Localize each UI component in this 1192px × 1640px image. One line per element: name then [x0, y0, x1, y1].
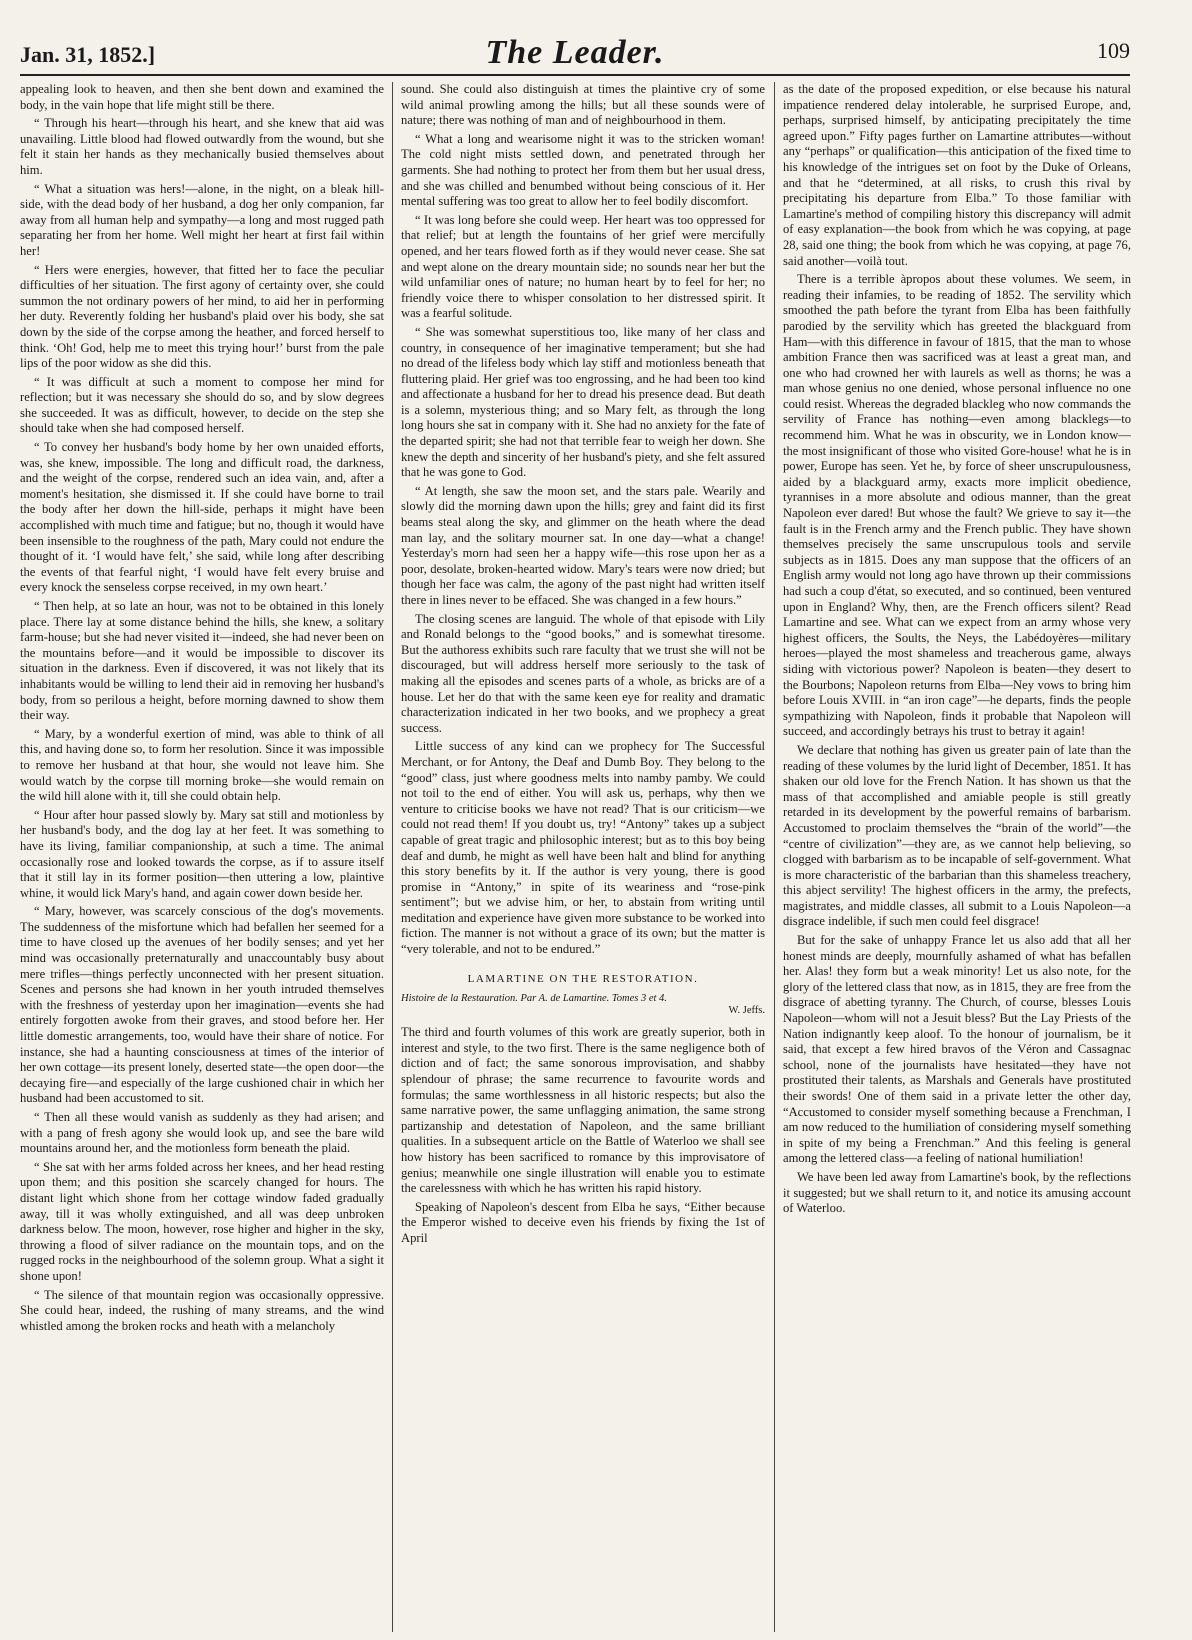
paragraph: “ What a long and wearisome night it was to the stricken woman! The cold night mists settled down, and penetrated through her garments. She had nothing to protect her from them but her usual dress, and she was chilled and benumbed without being conscious of it. Her mental suffering was too great to allow her to feel bodily discomfort.: [401, 131, 765, 209]
page-header: [20, 30, 1130, 76]
paragraph: sound. She could also distinguish at times the plaintive cry of some wild animal prowling among the hills; but all these sounds were of nature; there was nothing of man and of neighbourhood in them.: [401, 82, 765, 128]
paragraph: The closing scenes are languid. The whole of that episode with Lily and Ronald belongs to the “good books,” and is somewhat tiresome. But the authoress exhibits such rare faculty that we trust she will not be discouraged, but will address herself more seriously to the task of making all the episodes and scenes parts of a whole, as bricks are of a house. Let her do that with the same keen eye for reality and dramatic characterization indicated in her two books, and we prophecy a great success.: [401, 611, 765, 735]
column-2: [401, 82, 765, 1632]
book-citation: [401, 993, 765, 1017]
paragraph: “ What a situation was hers!—alone, in the night, on a bleak hill-side, with the dead body of her husband, a dog her only companion, far away from all human help and sympathy—a long and most rugged path separating her from her home. Well might her heart at first fail within her!: [20, 181, 384, 258]
citation-publisher: W. Jeffs.: [728, 1005, 765, 1017]
paragraph: There is a terrible àpropos about these volumes. We seem, in reading their infamies, to be reading of 1852. The servility which smoothed the path before the tyrant from Elba has been faithfully parodied by the servility which has greeted the blackguard from Ham—with this difference in favour of 1815, that the man to whose ambition France then was sacrificed was at least a great man, and one who had crowned her with laurels as well as thorns; he was a man whose genius no one denied, whose personal influence no one could resist. Whereas the degraded blackleg who now commands the servility of France has nothing—even among blacklegs—to recommend him. What he was in obscurity, we in London know—the most insignificant of those who visited Gore-house! what he is in power, Europe has seen. Yet he, by force of sheer unscrupulousness, aided by a blackguard army, exacts more implicit obedience, tyrannises in a more absolute and odious manner, than the great Napoleon ever dared! But whose the fault? We grieve to say it—the fault is in the French army and the French public. They have shown themselves precisely the same unscrupulous tools and servile subjects as in 1815. Does any man suppose that the officers of an English army would not long ago have thrown up their commissions had such a coup d'état, so executed, and so continued, been ventured upon in England? Why, then, are the French officers silent? Read Lamartine and see. What can we expect from an army whose very highest officers, the Soults, the Neys, the Labédoyères—military heroes—played the most shameless and treacherous game, always siding with victorious power? Napoleon is beaten—they desert to the Bourbons; Napoleon returns from Elba—Ney vows to bring him before Louis XVIII. in “an iron cage”—he departs, finds the people sympathizing with Napoleon, finds it probable that Napoleon will succeed, and accordingly betrays his trust to betray it again!: [783, 272, 1131, 739]
paragraph: appealing look to heaven, and then she bent down and examined the body, in the vain hope that life might still be there.: [20, 82, 384, 112]
paragraph: We declare that nothing has given us greater pain of late than the reading of these volumes by the lurid light of December, 1851. It has shaken our old love for the French Nation. It has shown us that the mass of that accomplished and amiable people is still greatly retarded in its development by the powerful remains of barbarism. Accustomed to proclaim themselves the “brain of the world”—the “centre of civilization”—they are, as we cannot help believing, so clogged with barbarism as to be incapable of self-government. What is more characteristic of the barbarian than this shameless treachery, this abject servility! The highest officers in the army, the prefects, magistrates, and middle classes, all submit to a Louis Napoleon—a disgrace indelible, if such men could feel disgrace!: [783, 742, 1131, 929]
paragraph: “ The silence of that mountain region was occasionally oppressive. She could hear, indeed, the rushing of many streams, and the wind whistled among the broken rocks and heath with a melancholy: [20, 1287, 384, 1333]
citation-title: Histoire de la Restauration. Par A. de Lamartine. Tomes 3 et 4.: [401, 993, 667, 1005]
paragraph: “ Mary, however, was scarcely conscious of the dog's movements. The suddenness of the misfortune which had befallen her seemed for a time to have closed up the avenues of her bodily senses; and yet her mind was occasionally preternaturally and unaccountably busy about mere trifles—things perfectly unconnected with her present situation. Scenes and persons she had known in her youth intruded themselves with the freshness of yesterday upon her imagination—events she had entirely forgotten awoke from their graves, and stood before her. Her little domestic arrangements, too, would have their share of notice. For instance, she had a haunting consciousness at times of the interior of her own cottage—its present lonely, deserted state—the open door—the decaying fire—and especially of the large cushioned chair in which her husband had been accustomed to sit.: [20, 904, 384, 1106]
paragraph: “ It was difficult at such a moment to compose her mind for reflection; but it was necessary she should do so, and by slow degrees she succeeded. It was as difficult, however, to decide on the step she should take when she had composed herself.: [20, 374, 384, 436]
paragraph: “ Hers were energies, however, that fitted her to face the peculiar difficulties of her situation. The first agony of certainty over, she could summon the not ordinary powers of her mind, to aid her in performing her duty. Reverently folding her husband's plaid over his body, she sat down by the side of the corpse among the heather, and forced herself to think. ‘Oh! God, help me to meet this trying hour!’ burst from the pale lips of the poor widow as she did this.: [20, 262, 384, 371]
paragraph: “ Mary, by a wonderful exertion of mind, was able to think of all this, and having done so, to form her resolution. Since it was impossible to remove her husband at that hour, she would not leave him. She would watch by the corpse till morning broke—she would remain on the wild hill alone with it, till she could obtain help.: [20, 726, 384, 804]
paragraph: The third and fourth volumes of this work are greatly superior, both in interest and style, to the two first. There is the same negligence both of diction and of fact; the same sonorous improvisation, and shabby splendour of phrase; the same recurrence to favourite words and formulas; the same worthlessness in all historic respects; but also the same narrative power, the same unflagging animation, the same strong partizanship and detestation of Napoleon, and the same brilliant qualities. In a subsequent article on the Battle of Waterloo we shall see how history has been sacrificed to romance by this improvisatore of genius; meanwhile one single illustration will enable you to estimate the carelessness with which he has written his rapid history.: [401, 1025, 765, 1196]
paragraph: But for the sake of unhappy France let us also add that all her honest minds are deeply, mournfully ashamed of what has befallen her. Alas! they form but a weak minority! Let us also note, for the glory of the lettered class that now, as in 1815, they are free from the disgrace of abetting tyranny. The Church, of course, blesses Louis Napoleon—whom will not a Jesuit bless? But the Lay Priests of the Nation indignantly keep aloof. To the honour of journalism, be it said, that except a few hired bravos of the Véron and Cassagnac school, none of the journalists have hesitated—they have not prostituted their talents, as Marshals and Generals have prostituted their swords! One of them said in a private letter the other day, “Accustomed to consider myself something because a Frenchman, I am now reduced to the humiliation of considering myself something in spite of my being a Frenchman.” And this feeling is general among the lettered class—a feeling of national humiliation!: [783, 933, 1131, 1166]
paragraph: “ Through his heart—through his heart, and she knew that aid was unavailing. Little blood had flowed outwardly from the wound, but she felt it stain her hands as they mechanically busied themselves about him.: [20, 116, 384, 177]
paragraph: “ Then help, at so late an hour, was not to be obtained in this lonely place. There lay at some distance behind the hills, she knew, a solitary farm-house; but she had never visited it—indeed, she had never been on the mountains before—and it would be impossible to discover its situation in the darkness. Even if discovered, it was not likely that its inhabitants would be willing to lend their aid in removing her husband's body, from so perilous a height, before morning dawned to show them their way.: [20, 599, 384, 723]
column-3: [783, 82, 1131, 1632]
paragraph: Speaking of Napoleon's descent from Elba he says, “Either because the Emperor wished to deceive even his friends by fixing the 1st of April: [401, 1199, 765, 1245]
paragraph: “ It was long before she could weep. Her heart was too oppressed for that relief; but at length the fountains of her grief were mercifully opened, and her tears flowed forth as if they would never cease. She sat and wept alone on the dreary mountain side; no sounds near her but the wild unfamiliar ones of nature; no human heart by to feel for her; no friendly voice there to whisper consolation to her distressed spirit. It was a fearful solitude.: [401, 212, 765, 321]
paragraph: Little success of any kind can we prophecy for The Successful Merchant, or for Antony, the Deaf and Dumb Boy. They belong to the “good” class, just where goodness melts into namby pamby. We could not toil to the end of either. You will ask us, perhaps, why then we venture to criticise books we have not read? That is our criticism—we could not read them! If you doubt us, try! “Antony” takes up a subject capable of great tragic and philosophic interest; but as to this boy being deaf and dumb, he might as well have been halt and blind for anything this story benefits by it. If the author is very young, there is good promise in “Antony,” in spite of its weariness and “rose-pink sentiment”; but we advise him, or her, to abstain from writing until meditation and experience have given more substance to be worked into fiction. The manner is not without a grace of its own; but the matter is “very tolerable, and not to be endured.”: [401, 739, 765, 957]
paragraph: as the date of the proposed expedition, or else because his natural impatience rendered delay intolerable, he surprised Europe, and, perhaps, surprised himself, by anticipating precipitately the time agreed upon.” Fifty pages further on Lamartine attributes—without any “perhaps” or qualification—this anticipation of the fixed time to his knowledge of the intrigues set on foot by the Duke of Orleans, and that he “determined, at all risks, to crush this rival by precipitating his departure from Elba.” To those familiar with Lamartine's method of compiling history this discrepancy will admit of easy explanation—the book from which he was copying, at page 28, said one thing; the book from which he was copying, at page 76, said another—voilà tout.: [783, 82, 1131, 268]
paragraph: “ Then all these would vanish as suddenly as they had arisen; and with a pang of fresh agony she would look up, and see the bare wild mountains around her, and the motionless form beneath the plaid.: [20, 1110, 384, 1156]
issue-date: Jan. 31, 1852.]: [20, 42, 156, 67]
column-divider: [392, 82, 393, 1632]
masthead-title: The Leader.: [485, 34, 665, 71]
paragraph: We have been led away from Lamartine's book, by the reflections it suggested; but we shall return to it, and notice its amusing account of Waterloo.: [783, 1169, 1131, 1216]
paragraph: “ She was somewhat superstitious too, like many of her class and country, in consequence of her imaginative temperament; but she had no dread of the lifeless body which lay stiff and motionless beneath that fluttering plaid. Her grief was too engrossing, and he had been too kind and affectionate a husband for her to dread his presence dead. But death is a solemn, mysterious thing; and so Mary felt, as through the long long hours she sat in company with it. She had no anxiety for the fate of the departed spirit; she had not that terrible fear to weigh her down. She knew the depth and sincerity of her husband's piety, and she felt assured that he was gone to God.: [401, 324, 765, 480]
paragraph: “ To convey her husband's body home by her own unaided efforts, was, she knew, impossible. The long and difficult road, the darkness, and the weight of the corpse, rendered such an idea vain, and, after a moment's hesitation, she dismissed it. If she could have borne to trail the body after her down the hill-side, perhaps it might have been accomplished with much time and fatigue; but no, though it would have been insensible to the roughness of the path, Mary could not endure the thought of it. ‘I would have felt,’ she said, while long after describing the events of that fearful night, ‘I would have felt every bruise and every knock the senseless corpse received, in my own heart.’: [20, 440, 384, 595]
paragraph: “ Hour after hour passed slowly by. Mary sat still and motionless by her husband's body, and the dog lay at her feet. It was something to have its living, familiar companionship, at such a time. The animal occasionally rose and looked towards the corpse, as if to assure itself that it still lay in its former position—then uttering a low, plaintive whine, it would lick Mary's hand, and again cower down beside her.: [20, 807, 384, 900]
section-heading: LAMARTINE ON THE RESTORATION.: [467, 972, 699, 985]
paragraph: “ At length, she saw the moon set, and the stars pale. Wearily and slowly did the morning dawn upon the hills; grey and faint did its first beams steal along the sky, and glimmer on the heath where the dead man lay, and the solitary mourner sat. In one day—what a change! Yesterday's morn had seen her a happy wife—this rose upon her as a poor, desolate, broken-hearted widow. Mary's tears were now dried; but though her face was calm, the agony of the past night had written itself there in lines never to be effaced. She was changed in a few hours.”: [401, 483, 765, 607]
paragraph: “ She sat with her arms folded across her knees, and her head resting upon them; and this position she scarcely changed for hours. The distant light which shone from her cottage window faded gradually away, till it was wholly extinguished, and all was deep unbroken darkness below. The moon, however, rose higher and higher in the sky, throwing a flood of silver radiance on the mountain tops, and on the rugged rocks in the neighbourhood of the solemn group. What a sight it shone upon!: [20, 1159, 384, 1283]
column-divider: [774, 82, 775, 1632]
page-number: 109: [1097, 38, 1130, 63]
column-1: [20, 82, 384, 1632]
